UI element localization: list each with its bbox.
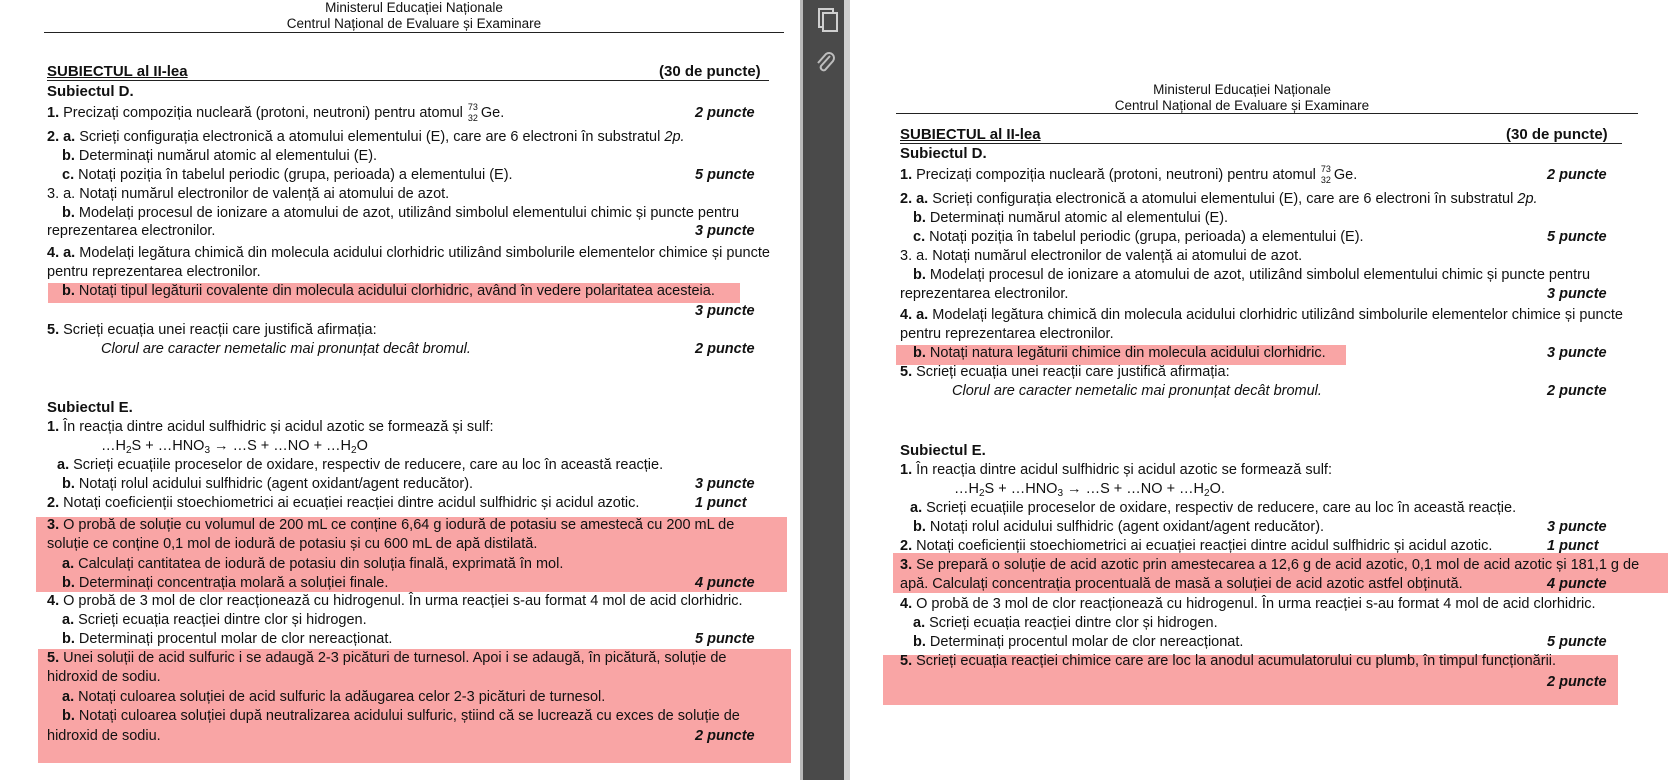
- e-q2-points: 1 punct: [1547, 538, 1599, 554]
- d-q5: 5. Scrieți ecuația unei reacții care justifică afirmația:: [47, 322, 377, 338]
- e-q4a: a. Scrieți ecuația reacției dintre clor și hidrogen.: [62, 612, 367, 628]
- d-q3a: 3. a. Notați numărul electronilor de valență ai atomului de azot.: [900, 248, 1303, 264]
- subiectul-d-title: Subiectul D.: [47, 83, 134, 100]
- e-q3b: b. Determinați concentrația molară a soluției finale.: [62, 575, 389, 591]
- d-q3a: 3. a. Notați numărul electronilor de valență ai atomului de azot.: [47, 186, 450, 202]
- subiectul-e-title: Subiectul E.: [900, 442, 986, 459]
- e-q4a: a. Scrieți ecuația reacției dintre clor și hidrogen.: [913, 615, 1218, 631]
- d-q1: 1. Precizați compoziția nucleară (protoni, neutroni) pentru atomul 73 32 Ge.: [900, 164, 1358, 185]
- e-q4-points: 5 puncte: [1547, 634, 1607, 650]
- header-ministry: Ministerul Educației Naționale: [325, 0, 503, 15]
- e-q1-points: 3 puncte: [695, 476, 755, 492]
- right-document-page: [850, 0, 1675, 780]
- d-q5-statement: Clorul are caracter nemetalic mai pronunțat decât bromul.: [952, 383, 1322, 399]
- d-q3b-cont: reprezentarea electronilor.: [900, 286, 1069, 302]
- subject-rule: [47, 80, 769, 81]
- d-q5-points: 2 puncte: [1547, 383, 1607, 399]
- paperclip-icon[interactable]: [813, 50, 839, 78]
- e-q3-cont: soluție ce conține 0,1 mol de iodură de potasiu și cu 600 mL de apă distilată.: [47, 536, 538, 552]
- left-document-page: [0, 0, 800, 780]
- d-q1-points: 2 puncte: [1547, 167, 1607, 183]
- ge-isotope: 73 32: [1320, 164, 1331, 185]
- d-q1-symbol: Ge.: [480, 105, 505, 121]
- e-q4-points: 5 puncte: [695, 631, 755, 647]
- e-q4: 4. O probă de 3 mol de clor reacționează cu hidrogenul. În urma reacției s-au format 4 mol de acid clorhidric.: [900, 596, 1596, 612]
- d-q1-points: 2 puncte: [695, 105, 755, 121]
- d-q3b: b. Modelați procesul de ionizare a atomului de azot, utilizând simbolul elementului chimic și puncte pentru: [913, 267, 1591, 283]
- e-q2: 2. Notați coeficienții stoechiometrici ai ecuației reacției dintre acidul sulfhidric și acidul azotic.: [900, 538, 1493, 554]
- e-q5-points: 2 puncte: [695, 728, 755, 744]
- e-q1: 1. În reacția dintre acidul sulfhidric și acidul azotic se formează sulf:: [900, 462, 1332, 478]
- e-q5-cont: hidroxid de sodiu.: [47, 669, 161, 685]
- d-q1: [47, 104, 504, 123]
- e-q1: 1. În reacția dintre acidul sulfhidric și acidul azotic se formează și sulf:: [47, 419, 494, 435]
- d-q4-points: 3 puncte: [695, 303, 755, 319]
- e-q3: 3. O probă de soluție cu volumul de 200 mL ce conține 6,64 g iodură de potasiu se amestecă cu 200 mL de: [47, 517, 735, 533]
- d-q3-points: 3 puncte: [695, 223, 755, 239]
- d-q3b-cont: reprezentarea electronilor.: [47, 223, 216, 239]
- e-q3: 3. Se prepară o soluție de acid azotic prin amestecarea a 12,6 g de acid azotic, 0,1 mol de acid azotic și 181,1 g de: [900, 557, 1640, 573]
- d-q4-points: 3 puncte: [1547, 345, 1607, 361]
- d-q3-points: 3 puncte: [1547, 286, 1607, 302]
- e-q3-points: 4 puncte: [1547, 576, 1607, 592]
- d-q4b: b. Notați natura legăturii chimice din molecula acidului clorhidric.: [913, 345, 1326, 361]
- e-q5: 5. Unei soluții de acid sulfuric i se adaugă 2-3 picături de turnesol. Apoi i se adaugă, în picătură, soluție de: [47, 650, 727, 666]
- e-equation: $\dots H_2S$ + $\dots HNO_3$ → …S + …NO + $\dots H_2O$.: [954, 481, 1225, 499]
- subject-points: (30 de puncte): [659, 63, 761, 80]
- e-q1b: b. Notați rolul acidului sulfhidric (agent oxidant/agent reducător).: [62, 476, 474, 492]
- d-q2-points: 5 puncte: [695, 167, 755, 183]
- ge-isotope: 73 32: [467, 102, 478, 123]
- sidebar-gutter: [800, 0, 850, 780]
- e-q3-points: 4 puncte: [695, 575, 755, 591]
- e-q1b: b. Notați rolul acidului sulfhidric (agent oxidant/agent reducător).: [913, 519, 1325, 535]
- e-q3a: a. Calculați cantitatea de iodură de potasiu din soluția finală, exprimată în mol.: [62, 556, 564, 572]
- e-q1-points: 3 puncte: [1547, 519, 1607, 535]
- e-q5-points: 2 puncte: [1547, 674, 1607, 690]
- d-q1-num: 1.: [47, 105, 60, 121]
- d-q2c: c. Notați poziția în tabelul periodic (grupa, perioada) a elementului (E).: [62, 167, 513, 183]
- d-q5: 5. Scrieți ecuația unei reacții care justifică afirmația:: [900, 364, 1230, 380]
- e-q4b: b. Determinați procentul molar de clor nereacționat.: [913, 634, 1244, 650]
- header-rule: [896, 113, 1638, 114]
- header-ministry: Ministerul Educației Naționale: [1153, 82, 1331, 97]
- d-q3b: b. Modelați procesul de ionizare a atomului de azot, utilizând simbolul elementului chimic și puncte pentru: [62, 205, 740, 221]
- header-center: Centrul Național de Evaluare și Examinare: [286, 16, 542, 31]
- d-q4a: 4. a. Modelați legătura chimică din molecula acidului clorhidric utilizând simbolurile elementelor chimice și puncte: [47, 245, 770, 261]
- header-rule: [44, 32, 784, 33]
- subiectul-e-title: Subiectul E.: [47, 399, 133, 416]
- d-q4a-cont: pentru reprezentarea electronilor.: [900, 326, 1114, 342]
- d-q5-statement: Clorul are caracter nemetalic mai pronunțat decât bromul.: [101, 341, 471, 357]
- e-q2: 2. Notați coeficienții stoechiometrici ai ecuației reacției dintre acidul sulfhidric și acidul azotic.: [47, 495, 640, 511]
- e-q4: 4. O probă de 3 mol de clor reacționează cu hidrogenul. În urma reacției s-au format 4 mol de acid clorhidric.: [47, 593, 743, 609]
- e-q4b: b. Determinați procentul molar de clor nereacționat.: [62, 631, 393, 647]
- subject-points: (30 de puncte): [1506, 126, 1608, 143]
- d-q2b: b. Determinați numărul atomic al elementului (E).: [913, 210, 1229, 226]
- d-q1-text: Precizați compoziția nucleară (protoni, neutroni) pentru atomul: [59, 105, 467, 121]
- subiectul-d-title: Subiectul D.: [900, 145, 987, 162]
- e-q1a: a. Scrieți ecuațiile proceselor de oxidare, respectiv de reducere, care au loc în această reacție.: [57, 457, 664, 473]
- e-equation: $\dots H_2S$ + $\dots HNO_3$ → …S + …NO + $\dots H_2O$: [101, 438, 368, 456]
- header-center: Centrul Național de Evaluare și Examinare: [1114, 98, 1370, 113]
- subject-title: SUBIECTUL al II-lea: [47, 63, 188, 80]
- d-q5-points: 2 puncte: [695, 341, 755, 357]
- d-q2a: 2. a. Scrieți configurația electronică a atomului elementului (E), care are 6 electroni în substratul 2p.: [47, 129, 685, 145]
- d-q2a: 2. a. Scrieți configurația electronică a atomului elementului (E), care are 6 electroni în substratul 2p.: [900, 191, 1538, 207]
- e-q2-points: 1 punct: [695, 495, 747, 511]
- d-q2b: b. Determinați numărul atomic al elementului (E).: [62, 148, 378, 164]
- e-q5b: b. Notați culoarea soluției după neutralizarea acidului sulfuric, știind că se lucrează cu exces de soluție de: [62, 708, 740, 724]
- subject-rule: [900, 143, 1622, 144]
- e-q3-cont: apă. Calculați concentrația procentuală de masă a soluției de acid azotic astfel obținută.: [900, 576, 1463, 592]
- pages-icon[interactable]: [813, 6, 839, 34]
- d-q4a: 4. a. Modelați legătura chimică din molecula acidului clorhidric utilizând simbolurile elementelor chimice și puncte: [900, 307, 1623, 323]
- e-q5a: a. Notați culoarea soluției de acid sulfuric la adăugarea celor 2-3 picături de turnesol.: [62, 689, 606, 705]
- e-q5b-cont: hidroxid de sodiu.: [47, 728, 161, 744]
- d-q4a-cont: pentru reprezentarea electronilor.: [47, 264, 261, 280]
- subject-title: SUBIECTUL al II-lea: [900, 126, 1041, 143]
- e-q5: 5. Scrieți ecuația reacției chimice care are loc la anodul acumulatorului cu plumb, în timpul funcționării.: [900, 653, 1557, 669]
- d-q4b: b. Notați tipul legăturii covalente din molecula acidului clorhidric, având în vedere polaritatea acesteia.: [62, 283, 715, 299]
- e-q1a: a. Scrieți ecuațiile proceselor de oxidare, respectiv de reducere, care au loc în această reacție.: [910, 500, 1517, 516]
- d-q2-points: 5 puncte: [1547, 229, 1607, 245]
- d-q2c: c. Notați poziția în tabelul periodic (grupa, perioada) a elementului (E).: [913, 229, 1364, 245]
